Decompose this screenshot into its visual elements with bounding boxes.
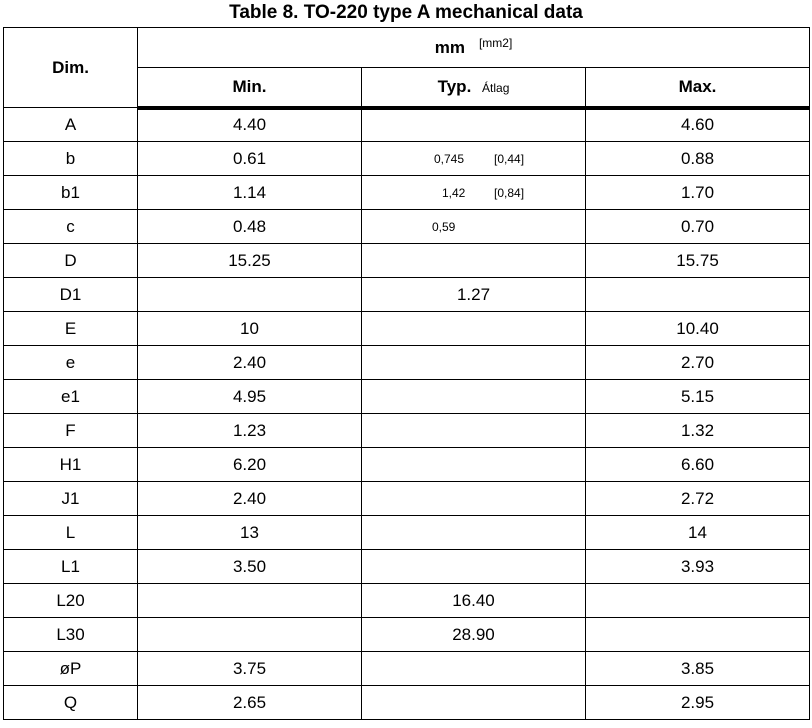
- max-cell: [586, 482, 810, 516]
- table-row: [4, 652, 810, 686]
- max-cell-value: 4.60: [680, 115, 715, 135]
- max-cell-value: 2.95: [680, 692, 715, 712]
- max-cell: [586, 108, 810, 142]
- dim-cell-value: L30: [56, 624, 85, 644]
- min-cell: [138, 414, 362, 448]
- dim-header-label: Dim.: [52, 57, 89, 77]
- min-cell: [138, 584, 362, 618]
- typ-header: [362, 68, 586, 108]
- table-title: Table 8. TO-220 type A mechanical data: [229, 2, 583, 23]
- min-cell: [138, 176, 362, 210]
- dim-cell: [4, 448, 138, 482]
- table-row: [4, 346, 810, 380]
- max-cell-value: 2.72: [680, 488, 715, 508]
- table-row: [4, 482, 810, 516]
- dim-cell: [4, 346, 138, 380]
- min-cell-value: 0.48: [232, 216, 267, 236]
- typ-cell: [362, 346, 586, 380]
- dim-cell-value: A: [64, 114, 77, 134]
- min-cell: [138, 482, 362, 516]
- dim-cell-value: e1: [61, 386, 80, 406]
- table-row: [4, 448, 810, 482]
- min-cell-value: 1.14: [232, 182, 267, 202]
- max-cell-value: 3.93: [680, 556, 715, 576]
- max-cell-value: 1.70: [680, 182, 715, 202]
- dim-cell: [4, 414, 138, 448]
- dim-cell: [4, 312, 138, 346]
- max-cell-value: 14: [688, 522, 707, 542]
- dim-cell-value: b1: [61, 182, 80, 202]
- typ-cell-value: 28.90: [452, 624, 495, 644]
- min-cell: [138, 210, 362, 244]
- max-cell-value: 15.75: [676, 250, 719, 270]
- unit-note: [mm2]: [478, 35, 513, 50]
- dim-cell-value: L1: [61, 556, 80, 576]
- dim-cell: [4, 482, 138, 516]
- typ-cell: [362, 618, 586, 652]
- max-cell: [586, 414, 810, 448]
- typ-cell: [362, 108, 586, 142]
- dim-cell-value: L: [65, 522, 76, 542]
- max-header-label: Max.: [678, 76, 717, 96]
- max-cell: [586, 278, 810, 312]
- min-cell: [138, 346, 362, 380]
- table-row: [4, 584, 810, 618]
- table-row: [4, 312, 810, 346]
- typ-cell: [362, 584, 586, 618]
- max-cell: [586, 686, 810, 720]
- typ-cell-value: 16.40: [452, 590, 495, 610]
- typ-annotation: 0,59: [432, 219, 456, 234]
- dim-cell-value: øP: [59, 658, 82, 678]
- min-cell: [138, 108, 362, 142]
- min-cell: [138, 652, 362, 686]
- dim-cell-value: b: [65, 148, 76, 168]
- dim-cell-value: D: [64, 250, 77, 270]
- min-cell: [138, 312, 362, 346]
- table-row: [4, 686, 810, 720]
- min-cell-value: 3.50: [232, 556, 267, 576]
- table-row: [4, 550, 810, 584]
- max-cell-value: 3.85: [680, 658, 715, 678]
- max-cell-value: 6.60: [680, 454, 715, 474]
- min-cell: [138, 380, 362, 414]
- typ-cell: [362, 482, 586, 516]
- min-cell: [138, 516, 362, 550]
- dim-cell: [4, 618, 138, 652]
- unit-header: [138, 28, 810, 68]
- typ-annotation-bracket: [0,84]: [494, 185, 525, 200]
- dim-cell: [4, 652, 138, 686]
- max-header: [586, 68, 810, 108]
- typ-header-note: Átlag: [482, 80, 510, 95]
- max-cell: [586, 380, 810, 414]
- max-cell-value: 0.88: [680, 148, 715, 168]
- max-cell: [586, 516, 810, 550]
- typ-cell: [362, 550, 586, 584]
- min-cell-value: 2.65: [232, 692, 267, 712]
- table-row: [4, 244, 810, 278]
- dim-cell-value: J1: [61, 488, 80, 508]
- max-cell: [586, 142, 810, 176]
- mechanical-data-table: [3, 27, 810, 720]
- table-row: [4, 618, 810, 652]
- dim-header: [4, 28, 138, 108]
- typ-cell: [362, 142, 586, 176]
- max-cell: [586, 346, 810, 380]
- table-row: [4, 380, 810, 414]
- min-cell: [138, 142, 362, 176]
- dim-cell: [4, 550, 138, 584]
- max-cell: [586, 210, 810, 244]
- table-row: [4, 516, 810, 550]
- dim-cell: [4, 176, 138, 210]
- dim-cell-value: L20: [56, 590, 85, 610]
- max-cell-value: 5.15: [680, 386, 715, 406]
- min-header: [138, 68, 362, 108]
- min-cell-value: 10: [240, 318, 259, 338]
- min-cell: [138, 278, 362, 312]
- max-cell: [586, 618, 810, 652]
- typ-cell: [362, 244, 586, 278]
- dim-cell: [4, 244, 138, 278]
- dim-cell: [4, 142, 138, 176]
- table-row: [4, 414, 810, 448]
- typ-cell: [362, 652, 586, 686]
- max-cell-value: 0.70: [680, 216, 715, 236]
- min-cell: [138, 550, 362, 584]
- table-row: [4, 278, 810, 312]
- dim-cell: [4, 210, 138, 244]
- max-cell: [586, 652, 810, 686]
- max-cell: [586, 448, 810, 482]
- typ-cell: [362, 516, 586, 550]
- min-header-label: Min.: [232, 76, 267, 96]
- max-cell: [586, 244, 810, 278]
- min-cell: [138, 244, 362, 278]
- typ-annotation-bracket: [0,44]: [494, 151, 525, 166]
- dim-cell-value: e: [65, 352, 76, 372]
- typ-cell: [362, 312, 586, 346]
- dim-cell-value: E: [64, 318, 77, 338]
- min-cell-value: 0.61: [232, 148, 267, 168]
- min-cell-value: 1.23: [232, 420, 267, 440]
- min-cell: [138, 686, 362, 720]
- dim-cell-value: Q: [63, 692, 78, 712]
- dim-cell: [4, 516, 138, 550]
- min-cell-value: 2.40: [232, 488, 267, 508]
- max-cell-value: 10.40: [676, 318, 719, 338]
- typ-annotation: 0,745: [434, 151, 465, 166]
- dim-cell: [4, 108, 138, 142]
- typ-cell: [362, 380, 586, 414]
- dim-cell: [4, 278, 138, 312]
- max-cell: [586, 584, 810, 618]
- dim-cell-value: H1: [59, 454, 82, 474]
- min-cell-value: 13: [240, 522, 259, 542]
- dim-cell: [4, 584, 138, 618]
- min-cell-value: 2.40: [232, 352, 267, 372]
- typ-cell: [362, 176, 586, 210]
- unit-label: mm: [434, 37, 465, 57]
- min-cell: [138, 448, 362, 482]
- typ-cell-value: 1.27: [456, 284, 491, 304]
- min-cell: [138, 618, 362, 652]
- table-row: [4, 108, 810, 142]
- typ-cell: [362, 278, 586, 312]
- table-row: [4, 176, 810, 210]
- dim-cell-value: D1: [59, 284, 82, 304]
- min-cell-value: 4.95: [232, 386, 267, 406]
- dim-cell: [4, 686, 138, 720]
- typ-header-label: Typ.: [437, 76, 472, 96]
- min-cell-value: 3.75: [232, 658, 267, 678]
- max-cell: [586, 312, 810, 346]
- min-cell-value: 15.25: [228, 250, 271, 270]
- dim-cell: [4, 380, 138, 414]
- typ-cell: [362, 414, 586, 448]
- max-cell-value: 2.70: [680, 352, 715, 372]
- min-cell-value: 4.40: [232, 115, 267, 135]
- typ-annotation: 1,42: [442, 185, 466, 200]
- typ-cell: [362, 686, 586, 720]
- table-row: [4, 210, 810, 244]
- min-cell-value: 6.20: [232, 454, 267, 474]
- typ-cell: [362, 210, 586, 244]
- max-cell: [586, 176, 810, 210]
- dim-cell-value: F: [65, 420, 76, 440]
- table-row: [4, 142, 810, 176]
- typ-cell: [362, 448, 586, 482]
- dim-cell-value: c: [66, 216, 75, 236]
- max-cell-value: 1.32: [680, 420, 715, 440]
- max-cell: [586, 550, 810, 584]
